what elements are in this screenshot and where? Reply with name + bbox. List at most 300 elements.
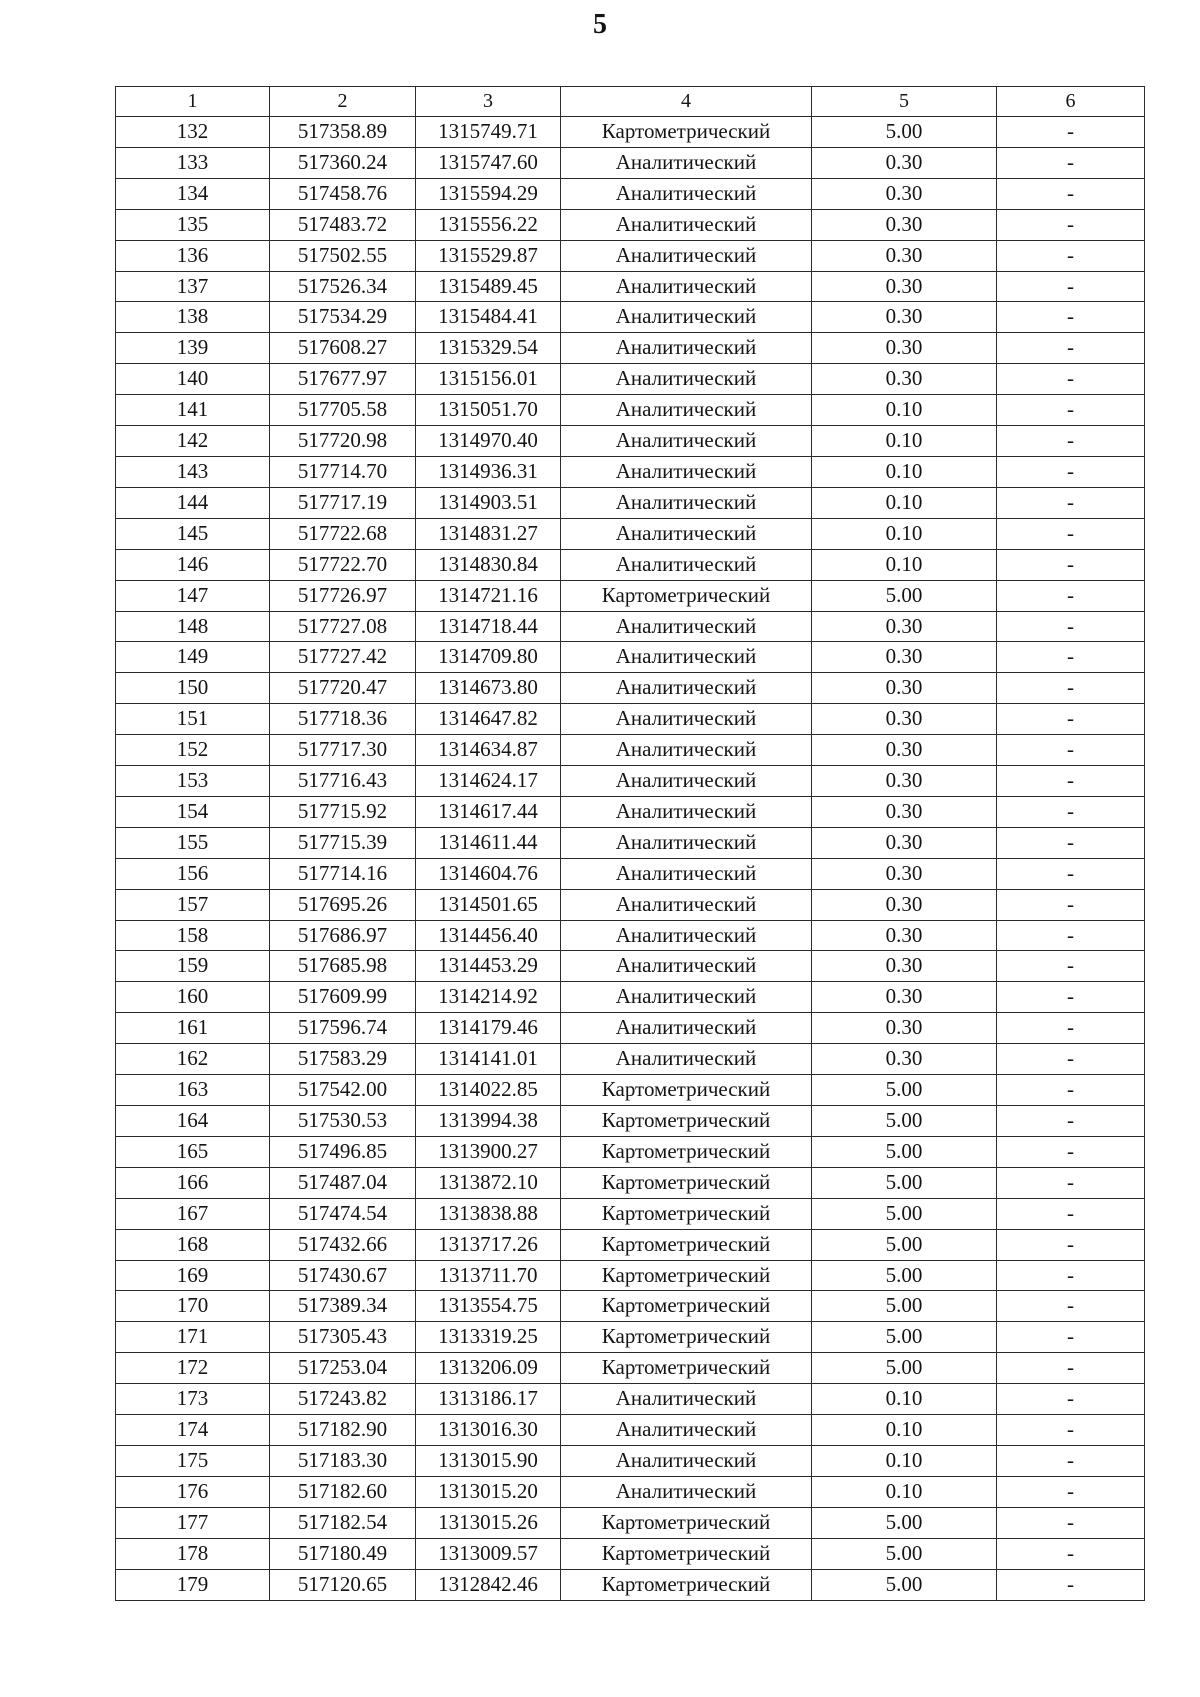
method-cell: Картометрический: [561, 117, 812, 148]
note-cell: -: [997, 796, 1145, 827]
x-coordinate-cell: 517483.72: [270, 209, 416, 240]
x-coordinate-cell: 517389.34: [270, 1291, 416, 1322]
accuracy-cell: 0.10: [812, 487, 997, 518]
point-number-cell: 178: [116, 1538, 270, 1569]
accuracy-cell: 5.00: [812, 1538, 997, 1569]
table-row: [116, 1106, 1145, 1137]
header-cell-6: 6: [997, 87, 1145, 117]
table-row: [116, 1384, 1145, 1415]
x-coordinate-cell: 517496.85: [270, 1136, 416, 1167]
y-coordinate-cell: 1314647.82: [416, 704, 561, 735]
table-row: [116, 580, 1145, 611]
table-row: [116, 271, 1145, 302]
table-row: [116, 858, 1145, 889]
table-row: [116, 704, 1145, 735]
table-row: [116, 796, 1145, 827]
method-cell: Аналитический: [561, 302, 812, 333]
point-number-cell: 146: [116, 549, 270, 580]
accuracy-cell: 0.10: [812, 1415, 997, 1446]
method-cell: Аналитический: [561, 1445, 812, 1476]
table-row: [116, 982, 1145, 1013]
note-cell: -: [997, 1569, 1145, 1600]
point-number-cell: 143: [116, 456, 270, 487]
y-coordinate-cell: 1314022.85: [416, 1075, 561, 1106]
method-cell: Аналитический: [561, 395, 812, 426]
point-number-cell: 169: [116, 1260, 270, 1291]
accuracy-cell: 0.30: [812, 333, 997, 364]
table-row: [116, 302, 1145, 333]
note-cell: -: [997, 889, 1145, 920]
point-number-cell: 173: [116, 1384, 270, 1415]
method-cell: Картометрический: [561, 1322, 812, 1353]
method-cell: Аналитический: [561, 766, 812, 797]
x-coordinate-cell: 517253.04: [270, 1353, 416, 1384]
accuracy-cell: 0.10: [812, 426, 997, 457]
point-number-cell: 137: [116, 271, 270, 302]
x-coordinate-cell: 517705.58: [270, 395, 416, 426]
table-row: [116, 1476, 1145, 1507]
x-coordinate-cell: 517180.49: [270, 1538, 416, 1569]
point-number-cell: 153: [116, 766, 270, 797]
note-cell: -: [997, 395, 1145, 426]
note-cell: -: [997, 1384, 1145, 1415]
y-coordinate-cell: 1314936.31: [416, 456, 561, 487]
x-coordinate-cell: 517714.70: [270, 456, 416, 487]
x-coordinate-cell: 517609.99: [270, 982, 416, 1013]
header-cell-1: 1: [116, 87, 270, 117]
point-number-cell: 150: [116, 673, 270, 704]
x-coordinate-cell: 517596.74: [270, 1013, 416, 1044]
method-cell: Картометрический: [561, 1075, 812, 1106]
note-cell: -: [997, 549, 1145, 580]
x-coordinate-cell: 517430.67: [270, 1260, 416, 1291]
method-cell: Картометрический: [561, 1260, 812, 1291]
table-row: [116, 549, 1145, 580]
accuracy-cell: 0.30: [812, 240, 997, 271]
x-coordinate-cell: 517726.97: [270, 580, 416, 611]
accuracy-cell: 0.30: [812, 796, 997, 827]
accuracy-cell: 0.30: [812, 178, 997, 209]
point-number-cell: 148: [116, 611, 270, 642]
method-cell: Аналитический: [561, 1013, 812, 1044]
method-cell: Картометрический: [561, 1353, 812, 1384]
y-coordinate-cell: 1315556.22: [416, 209, 561, 240]
note-cell: -: [997, 1013, 1145, 1044]
note-cell: -: [997, 518, 1145, 549]
note-cell: -: [997, 1106, 1145, 1137]
table-row: [116, 240, 1145, 271]
method-cell: Аналитический: [561, 642, 812, 673]
point-number-cell: 179: [116, 1569, 270, 1600]
x-coordinate-cell: 517487.04: [270, 1167, 416, 1198]
y-coordinate-cell: 1315489.45: [416, 271, 561, 302]
accuracy-cell: 5.00: [812, 1507, 997, 1538]
y-coordinate-cell: 1314830.84: [416, 549, 561, 580]
note-cell: -: [997, 766, 1145, 797]
method-cell: Картометрический: [561, 580, 812, 611]
x-coordinate-cell: 517685.98: [270, 951, 416, 982]
y-coordinate-cell: 1315156.01: [416, 364, 561, 395]
method-cell: Аналитический: [561, 1476, 812, 1507]
y-coordinate-cell: 1314831.27: [416, 518, 561, 549]
note-cell: -: [997, 1044, 1145, 1075]
table-row: [116, 364, 1145, 395]
method-cell: Аналитический: [561, 333, 812, 364]
method-cell: Картометрический: [561, 1198, 812, 1229]
note-cell: -: [997, 1353, 1145, 1384]
note-cell: -: [997, 1415, 1145, 1446]
method-cell: Аналитический: [561, 178, 812, 209]
y-coordinate-cell: 1314903.51: [416, 487, 561, 518]
y-coordinate-cell: 1314970.40: [416, 426, 561, 457]
point-number-cell: 149: [116, 642, 270, 673]
table-row: [116, 426, 1145, 457]
method-cell: Картометрический: [561, 1106, 812, 1137]
point-number-cell: 160: [116, 982, 270, 1013]
x-coordinate-cell: 517727.42: [270, 642, 416, 673]
method-cell: Аналитический: [561, 1415, 812, 1446]
accuracy-cell: 0.10: [812, 1384, 997, 1415]
accuracy-cell: 5.00: [812, 1075, 997, 1106]
table-row: [116, 951, 1145, 982]
table-row: [116, 1013, 1145, 1044]
point-number-cell: 163: [116, 1075, 270, 1106]
y-coordinate-cell: 1314179.46: [416, 1013, 561, 1044]
y-coordinate-cell: 1315747.60: [416, 147, 561, 178]
x-coordinate-cell: 517686.97: [270, 920, 416, 951]
method-cell: Аналитический: [561, 1384, 812, 1415]
table-row: [116, 209, 1145, 240]
accuracy-cell: 0.30: [812, 209, 997, 240]
method-cell: Аналитический: [561, 147, 812, 178]
method-cell: Аналитический: [561, 735, 812, 766]
header-cell-4: 4: [561, 87, 812, 117]
y-coordinate-cell: 1313994.38: [416, 1106, 561, 1137]
table-row: [116, 395, 1145, 426]
accuracy-cell: 0.30: [812, 735, 997, 766]
note-cell: -: [997, 487, 1145, 518]
note-cell: -: [997, 426, 1145, 457]
table-row: [116, 1415, 1145, 1446]
note-cell: -: [997, 673, 1145, 704]
accuracy-cell: 0.10: [812, 549, 997, 580]
header-cell-5: 5: [812, 87, 997, 117]
note-cell: -: [997, 209, 1145, 240]
method-cell: Картометрический: [561, 1229, 812, 1260]
x-coordinate-cell: 517474.54: [270, 1198, 416, 1229]
point-number-cell: 132: [116, 117, 270, 148]
accuracy-cell: 0.30: [812, 858, 997, 889]
table-row: [116, 333, 1145, 364]
x-coordinate-cell: 517722.68: [270, 518, 416, 549]
y-coordinate-cell: 1315529.87: [416, 240, 561, 271]
x-coordinate-cell: 517583.29: [270, 1044, 416, 1075]
y-coordinate-cell: 1314141.01: [416, 1044, 561, 1075]
table-row: [116, 1538, 1145, 1569]
y-coordinate-cell: 1314617.44: [416, 796, 561, 827]
table-row: [116, 611, 1145, 642]
y-coordinate-cell: 1315051.70: [416, 395, 561, 426]
method-cell: Аналитический: [561, 1044, 812, 1075]
x-coordinate-cell: 517727.08: [270, 611, 416, 642]
table-row: [116, 487, 1145, 518]
x-coordinate-cell: 517182.60: [270, 1476, 416, 1507]
x-coordinate-cell: 517502.55: [270, 240, 416, 271]
method-cell: Картометрический: [561, 1507, 812, 1538]
accuracy-cell: 5.00: [812, 1106, 997, 1137]
accuracy-cell: 5.00: [812, 1353, 997, 1384]
note-cell: -: [997, 302, 1145, 333]
table-header-row: [116, 87, 1145, 117]
y-coordinate-cell: 1314456.40: [416, 920, 561, 951]
table-row: [116, 673, 1145, 704]
method-cell: Аналитический: [561, 827, 812, 858]
table-row: [116, 1291, 1145, 1322]
accuracy-cell: 0.10: [812, 518, 997, 549]
header-cell-3: 3: [416, 87, 561, 117]
method-cell: Аналитический: [561, 951, 812, 982]
x-coordinate-cell: 517715.39: [270, 827, 416, 858]
note-cell: -: [997, 735, 1145, 766]
point-number-cell: 168: [116, 1229, 270, 1260]
note-cell: -: [997, 1322, 1145, 1353]
note-cell: -: [997, 580, 1145, 611]
point-number-cell: 171: [116, 1322, 270, 1353]
x-coordinate-cell: 517526.34: [270, 271, 416, 302]
method-cell: Аналитический: [561, 518, 812, 549]
method-cell: Аналитический: [561, 456, 812, 487]
table-row: [116, 642, 1145, 673]
x-coordinate-cell: 517695.26: [270, 889, 416, 920]
table-row: [116, 766, 1145, 797]
point-number-cell: 167: [116, 1198, 270, 1229]
x-coordinate-cell: 517714.16: [270, 858, 416, 889]
y-coordinate-cell: 1313900.27: [416, 1136, 561, 1167]
y-coordinate-cell: 1313015.20: [416, 1476, 561, 1507]
point-number-cell: 166: [116, 1167, 270, 1198]
y-coordinate-cell: 1313206.09: [416, 1353, 561, 1384]
accuracy-cell: 5.00: [812, 1291, 997, 1322]
point-number-cell: 159: [116, 951, 270, 982]
table-row: [116, 1136, 1145, 1167]
note-cell: -: [997, 1476, 1145, 1507]
x-coordinate-cell: 517458.76: [270, 178, 416, 209]
accuracy-cell: 5.00: [812, 1167, 997, 1198]
y-coordinate-cell: 1314673.80: [416, 673, 561, 704]
note-cell: -: [997, 704, 1145, 735]
method-cell: Картометрический: [561, 1291, 812, 1322]
method-cell: Аналитический: [561, 611, 812, 642]
accuracy-cell: 0.10: [812, 395, 997, 426]
accuracy-cell: 5.00: [812, 1322, 997, 1353]
table-row: [116, 1044, 1145, 1075]
accuracy-cell: 0.30: [812, 982, 997, 1013]
method-cell: Картометрический: [561, 1167, 812, 1198]
accuracy-cell: 5.00: [812, 1260, 997, 1291]
note-cell: -: [997, 1445, 1145, 1476]
x-coordinate-cell: 517182.54: [270, 1507, 416, 1538]
point-number-cell: 152: [116, 735, 270, 766]
y-coordinate-cell: 1313016.30: [416, 1415, 561, 1446]
method-cell: Аналитический: [561, 549, 812, 580]
point-number-cell: 176: [116, 1476, 270, 1507]
accuracy-cell: 0.10: [812, 456, 997, 487]
method-cell: Картометрический: [561, 1569, 812, 1600]
accuracy-cell: 0.10: [812, 1476, 997, 1507]
x-coordinate-cell: 517608.27: [270, 333, 416, 364]
x-coordinate-cell: 517715.92: [270, 796, 416, 827]
point-number-cell: 142: [116, 426, 270, 457]
point-number-cell: 133: [116, 147, 270, 178]
y-coordinate-cell: 1313186.17: [416, 1384, 561, 1415]
accuracy-cell: 5.00: [812, 580, 997, 611]
point-number-cell: 175: [116, 1445, 270, 1476]
table-row: [116, 518, 1145, 549]
x-coordinate-cell: 517717.19: [270, 487, 416, 518]
accuracy-cell: 5.00: [812, 1198, 997, 1229]
note-cell: -: [997, 1136, 1145, 1167]
y-coordinate-cell: 1315329.54: [416, 333, 561, 364]
accuracy-cell: 0.30: [812, 364, 997, 395]
table-row: [116, 1353, 1145, 1384]
x-coordinate-cell: 517183.30: [270, 1445, 416, 1476]
table-row: [116, 827, 1145, 858]
y-coordinate-cell: 1312842.46: [416, 1569, 561, 1600]
note-cell: -: [997, 364, 1145, 395]
accuracy-cell: 0.30: [812, 302, 997, 333]
note-cell: -: [997, 827, 1145, 858]
accuracy-cell: 0.30: [812, 827, 997, 858]
page-number: 5: [593, 9, 607, 40]
x-coordinate-cell: 517718.36: [270, 704, 416, 735]
note-cell: -: [997, 1507, 1145, 1538]
y-coordinate-cell: 1314611.44: [416, 827, 561, 858]
x-coordinate-cell: 517243.82: [270, 1384, 416, 1415]
method-cell: Аналитический: [561, 889, 812, 920]
point-number-cell: 165: [116, 1136, 270, 1167]
x-coordinate-cell: 517432.66: [270, 1229, 416, 1260]
method-cell: Картометрический: [561, 1538, 812, 1569]
accuracy-cell: 0.30: [812, 673, 997, 704]
coordinates-table: [115, 86, 1145, 1601]
y-coordinate-cell: 1313872.10: [416, 1167, 561, 1198]
point-number-cell: 147: [116, 580, 270, 611]
y-coordinate-cell: 1314721.16: [416, 580, 561, 611]
note-cell: -: [997, 920, 1145, 951]
y-coordinate-cell: 1313009.57: [416, 1538, 561, 1569]
point-number-cell: 136: [116, 240, 270, 271]
note-cell: -: [997, 271, 1145, 302]
accuracy-cell: 5.00: [812, 1569, 997, 1600]
y-coordinate-cell: 1313554.75: [416, 1291, 561, 1322]
x-coordinate-cell: 517305.43: [270, 1322, 416, 1353]
method-cell: Аналитический: [561, 673, 812, 704]
header-cell-2: 2: [270, 87, 416, 117]
point-number-cell: 162: [116, 1044, 270, 1075]
accuracy-cell: 0.30: [812, 766, 997, 797]
x-coordinate-cell: 517530.53: [270, 1106, 416, 1137]
table-row: [116, 1229, 1145, 1260]
x-coordinate-cell: 517534.29: [270, 302, 416, 333]
x-coordinate-cell: 517716.43: [270, 766, 416, 797]
point-number-cell: 161: [116, 1013, 270, 1044]
accuracy-cell: 0.30: [812, 642, 997, 673]
x-coordinate-cell: 517717.30: [270, 735, 416, 766]
point-number-cell: 151: [116, 704, 270, 735]
method-cell: Аналитический: [561, 796, 812, 827]
accuracy-cell: 5.00: [812, 1229, 997, 1260]
note-cell: -: [997, 240, 1145, 271]
y-coordinate-cell: 1315484.41: [416, 302, 561, 333]
point-number-cell: 144: [116, 487, 270, 518]
method-cell: Аналитический: [561, 982, 812, 1013]
note-cell: -: [997, 1229, 1145, 1260]
accuracy-cell: 0.30: [812, 951, 997, 982]
accuracy-cell: 0.30: [812, 889, 997, 920]
table-row: [116, 1075, 1145, 1106]
table-row: [116, 1260, 1145, 1291]
x-coordinate-cell: 517542.00: [270, 1075, 416, 1106]
note-cell: -: [997, 117, 1145, 148]
table-row: [116, 889, 1145, 920]
table-row: [116, 178, 1145, 209]
note-cell: -: [997, 611, 1145, 642]
point-number-cell: 172: [116, 1353, 270, 1384]
point-number-cell: 135: [116, 209, 270, 240]
note-cell: -: [997, 951, 1145, 982]
method-cell: Аналитический: [561, 209, 812, 240]
table-row: [116, 1569, 1145, 1600]
point-number-cell: 158: [116, 920, 270, 951]
y-coordinate-cell: 1314214.92: [416, 982, 561, 1013]
accuracy-cell: 5.00: [812, 1136, 997, 1167]
table-body: [116, 87, 1145, 1601]
y-coordinate-cell: 1314709.80: [416, 642, 561, 673]
method-cell: Аналитический: [561, 426, 812, 457]
x-coordinate-cell: 517358.89: [270, 117, 416, 148]
y-coordinate-cell: 1314501.65: [416, 889, 561, 920]
accuracy-cell: 0.30: [812, 271, 997, 302]
point-number-cell: 164: [116, 1106, 270, 1137]
note-cell: -: [997, 1538, 1145, 1569]
accuracy-cell: 0.30: [812, 147, 997, 178]
note-cell: -: [997, 982, 1145, 1013]
accuracy-cell: 0.30: [812, 1044, 997, 1075]
x-coordinate-cell: 517720.47: [270, 673, 416, 704]
note-cell: -: [997, 147, 1145, 178]
note-cell: -: [997, 178, 1145, 209]
y-coordinate-cell: 1315749.71: [416, 117, 561, 148]
note-cell: -: [997, 1198, 1145, 1229]
table-row: [116, 1198, 1145, 1229]
method-cell: Картометрический: [561, 1136, 812, 1167]
table-row: [116, 456, 1145, 487]
note-cell: -: [997, 1167, 1145, 1198]
table-row: [116, 920, 1145, 951]
table-row: [116, 735, 1145, 766]
accuracy-cell: 0.30: [812, 920, 997, 951]
method-cell: Аналитический: [561, 240, 812, 271]
note-cell: -: [997, 1291, 1145, 1322]
method-cell: Аналитический: [561, 704, 812, 735]
point-number-cell: 170: [116, 1291, 270, 1322]
y-coordinate-cell: 1314604.76: [416, 858, 561, 889]
y-coordinate-cell: 1313319.25: [416, 1322, 561, 1353]
y-coordinate-cell: 1313717.26: [416, 1229, 561, 1260]
y-coordinate-cell: 1313015.90: [416, 1445, 561, 1476]
accuracy-cell: 0.30: [812, 611, 997, 642]
method-cell: Аналитический: [561, 364, 812, 395]
